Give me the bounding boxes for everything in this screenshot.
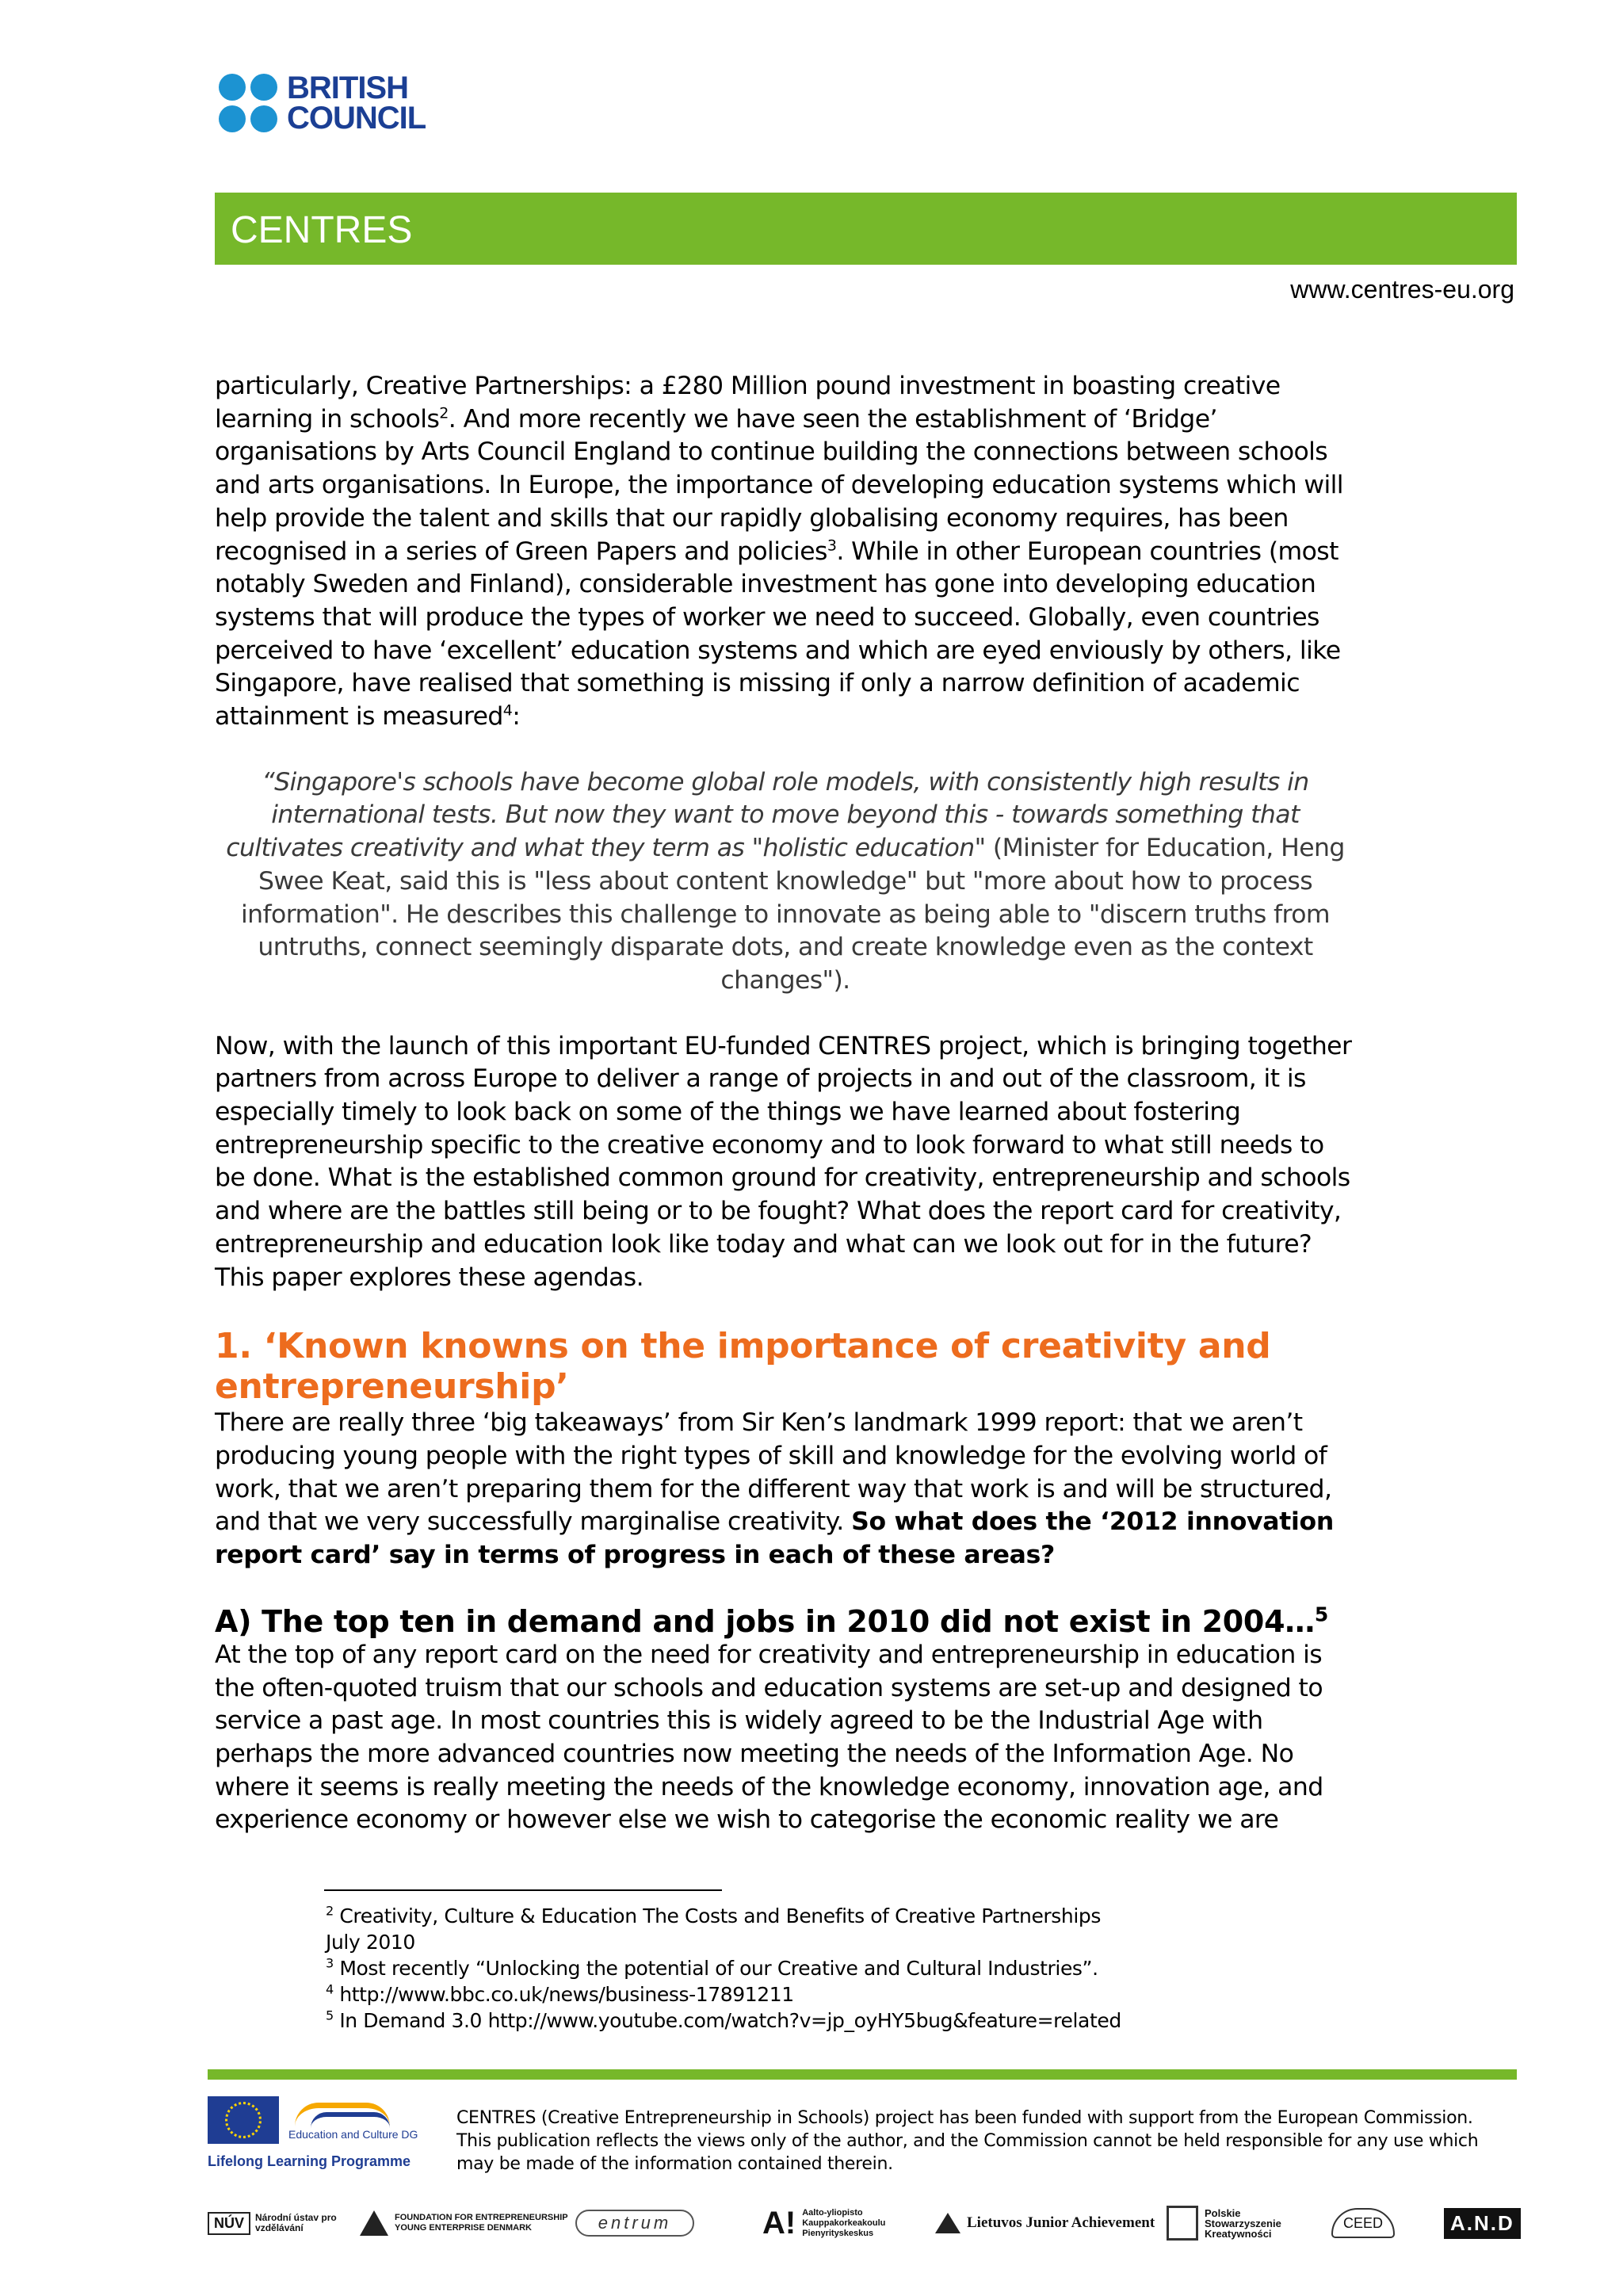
footnote-ref[interactable]: 2 xyxy=(439,404,449,422)
logo-line-1: BRITISH xyxy=(287,71,408,105)
quote-attribution: (Minister for Education, Heng Swee Keat, said this is "less about content knowledge" but "more about how to process information". He describes this challenge to innovate as being able to "discern truths from untruths, connect seemingly disparate dots, and create knowledge even as the context changes"). xyxy=(241,834,1345,995)
footnote-item[interactable]: $^5$ In Demand 3.0 http://www.youtube.com/watch?v=jp_oyHY5bug&feature=related xyxy=(326,2008,1121,2032)
partner-logo-nuv: NÚV Národní ústav pro vzdělávání xyxy=(208,2203,350,2243)
partner-logo-psk: Polskie Stowarzyszenie Kreatywności xyxy=(1167,2203,1300,2243)
partner-logo-entrum: entrum xyxy=(575,2203,694,2243)
psk-mark-icon xyxy=(1167,2206,1198,2241)
paragraph-2: Now, with the launch of this important EU-funded CENTRES project, which is bringing together partners from across Europe to deliver a range of projects in and out of the classroom, it is especially timely to look back on some of the things we have learned about fostering entrepreneurship specific to the creative economy and to look forward to what still needs to be done. What is the established common ground for creativity, entrepreneurship and schools and where are the battles still being or to be fought? What does the report card for creativity, entrepreneurship and education look like today and what can we look out for in the future? This paper explores these agendas. xyxy=(215,1031,1352,1292)
british-council-dots-icon xyxy=(219,74,277,132)
eu-lifelong-learning-logo xyxy=(208,2096,418,2176)
footnote-item: $^2$ Creativity, Culture & Education The Costs and Benefits of Creative Partnerships xyxy=(326,1903,1102,1927)
partner-logo-young-enterprise-denmark: FOUNDATION FOR ENTREPRENEURSHIP YOUNG ENTERPRISE DENMARK xyxy=(360,2203,569,2243)
eu-dg-label: Education and Culture DG xyxy=(288,2128,418,2141)
partner-logo-and: A.N.D xyxy=(1444,2203,1521,2243)
footer-green-bar xyxy=(208,2069,1517,2080)
paragraph-3-bold: So what does the ‘2012 innovation report card’ say in terms of progress in each of these areas? xyxy=(215,1507,1334,1570)
subsection-heading-a: A) The top ten in demand and jobs in 2010 did not exist in 2004…$^5$ xyxy=(215,1603,1329,1639)
partner-logos xyxy=(208,2203,1517,2251)
partner-logo-ceed: CEED xyxy=(1331,2203,1395,2243)
footnotes xyxy=(326,1903,1435,2034)
footnote-item: July 2010 xyxy=(326,1931,415,1954)
paragraph-4: At the top of any report card on the need for creativity and entrepreneurship in education is the often-quoted truism that our schools and education systems are set-up and designed to service a past age. In most countries this is widely agreed to be the Industrial Age with perhaps the more advanced countries now meeting the needs of the Information Age. No where it seems is really meeting the needs of the knowledge economy, innovation age, and experience economy or however else we wish to categorise the economic reality we are xyxy=(215,1640,1323,1835)
footnote-ref[interactable]: 4 xyxy=(502,701,513,720)
paragraph-1: particularly, Creative Partnerships: a £280 Million pound investment in boasting creative learning in schools$^2$. And more recently we have seen the establishment of ‘Bridge’ organisations by Arts Council England to continue building the connections between schools and arts organisations. In Europe, the importance of developing education systems which will help provide the talent and skills that our rapidly globalising economy requires, has been recognised in a series of Green Papers and policies$^3$. While in other European countries (most notably Sweden and Finland), considerable investment has gone into developing education systems that will produce the types of worker we need to succeed. Globally, even countries perceived to have ‘excellent’ education systems and which are eyed enviously by others, like Singapore, have realised that something is missing if only a narrow definition of academic attainment is measured$^4$: xyxy=(215,372,1343,732)
partner-logo-junior-achievement: Lietuvos Junior Achievement xyxy=(935,2203,1155,2243)
main-content xyxy=(215,370,1356,1837)
banner-title: CENTRES xyxy=(231,209,413,251)
funding-disclaimer: CENTRES (Creative Entrepreneurship in Schools) project has been funded with support from the European Commission. This publication reflects the views only of the author, and the Commission cannot be held responsible for any use which may be made of the information contained therein. xyxy=(456,2108,1479,2174)
footnote-divider xyxy=(324,1889,722,1891)
quote-italic: “Singapore's schools have become global role models, with consistently high results in international tests. But now they want to move beyond this - towards something that cultivates creativity and what they term as "holistic education" xyxy=(226,767,1309,863)
partner-logo-aalto: A! Aalto-yliopisto Kauppakorkeakoulu Pienyrityskeskus xyxy=(762,2205,886,2241)
paragraph-3: There are really three ‘big takeaways’ from Sir Ken’s landmark 1999 report: that we aren’t producing young people with the right types of skill and knowledge for the evolving world of work, that we aren’t preparing them for the different way that work is and will be structured, and that we very successfully marginalise creativity. So what does the ‘2012 innovation report card’ say in terms of progress in each of these areas? xyxy=(215,1408,1334,1570)
logo-line-2: COUNCIL xyxy=(287,101,426,136)
footnote-item: $^3$ Most recently “Unlocking the potential of our Creative and Cultural Industries”. xyxy=(326,1955,1098,1980)
header-banner xyxy=(215,193,1517,265)
footnote-item[interactable]: $^4$ http://www.bbc.co.uk/news/business-17891211 xyxy=(326,1981,794,2006)
triangle-icon xyxy=(935,2213,960,2233)
footnote-ref[interactable]: 3 xyxy=(827,537,837,555)
footnote-ref[interactable]: 5 xyxy=(1314,1603,1329,1626)
british-council-logo xyxy=(219,71,426,136)
section-heading-1: 1. ‘Known knowns on the importance of creativity and entrepreneurship’ xyxy=(215,1326,1271,1408)
block-quote xyxy=(223,766,1348,998)
eu-flag-icon xyxy=(208,2096,279,2144)
triangle-icon xyxy=(360,2210,388,2236)
site-url[interactable]: www.centres-eu.org xyxy=(1290,275,1514,304)
eu-programme-label: Lifelong Learning Programme xyxy=(208,2153,411,2169)
